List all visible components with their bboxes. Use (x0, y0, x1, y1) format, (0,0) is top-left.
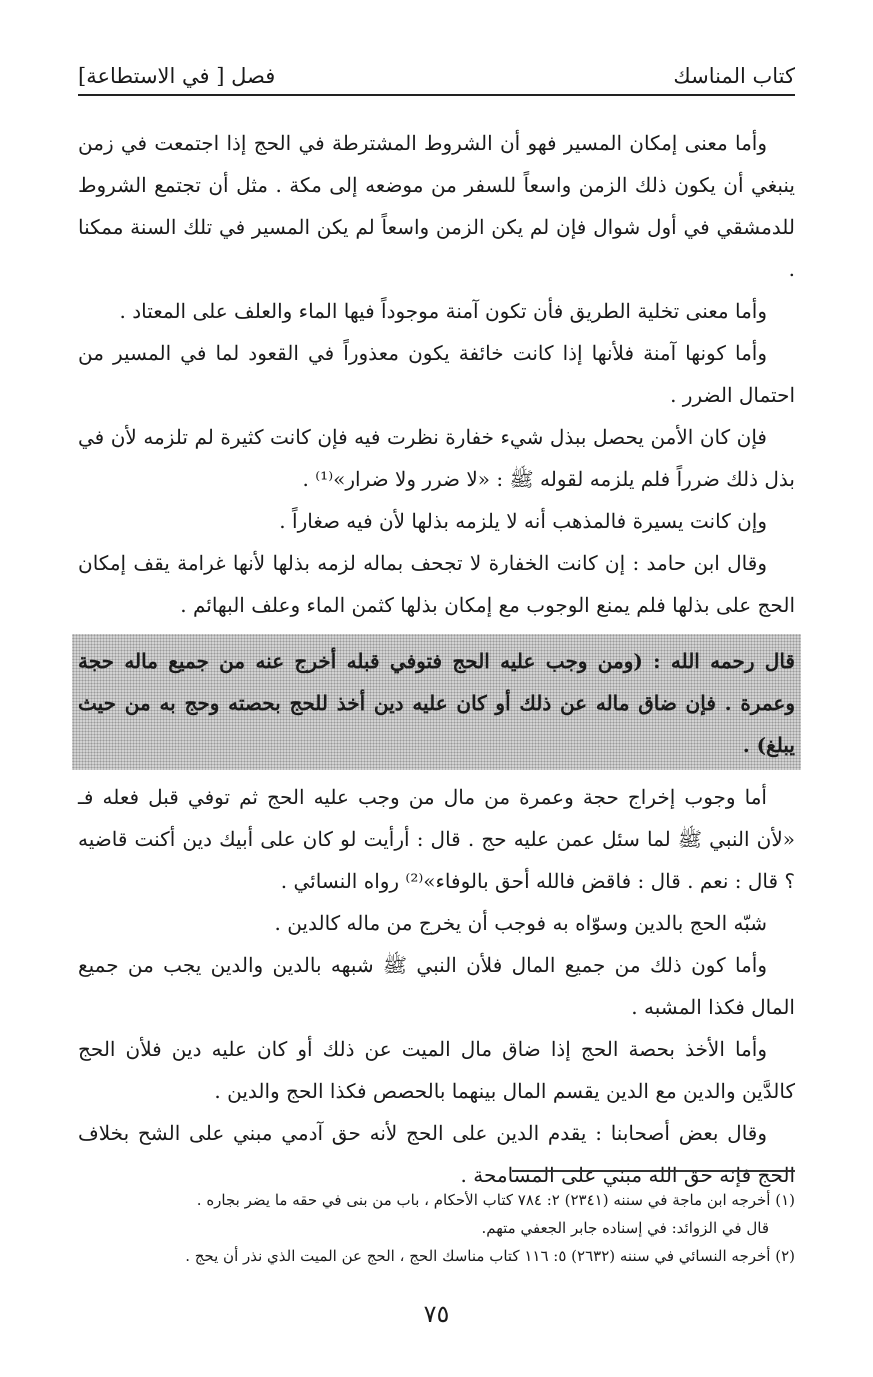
paragraph: وأما معنى إمكان المسير فهو أن الشروط المشترطة في الحج إذا اجتمعت في زمن ينبغي أن يكون ذلك الزمن واسعاً للسفر من موضعه إلى مكة . مثل أن تجتمع الشروط للدمشقي في أول شوال فإن لم يكن الزمن واسعاً لم يكن المسير في تلك السنة ممكنا . (78, 131, 795, 281)
book-title: كتاب المناسك (673, 64, 795, 88)
page-number: ٧٥ (423, 1300, 450, 1328)
paragraph: وقال بعض أصحابنا : يقدم الدين على الحج لأنه حق آدمي مبني على الشح بخلاف الحج فإنه حق الله مبني على المسامحة . (78, 1121, 795, 1187)
section-title: فصل [ في الاستطاعة] (78, 64, 276, 88)
paragraph: وأما معنى تخلية الطريق فأن تكون آمنة موجوداً فيها الماء والعلف على المعتاد . (119, 299, 767, 323)
paragraph: فإن كان الأمن يحصل ببذل شيء خفارة نظرت فيه فإن كانت كثيرة لم تلزمه لأن في بذل ذلك ضرراً فلم يلزمه لقوله ﷺ : «لا ضرر ولا ضرار»⁽¹⁾ . (78, 425, 795, 491)
footnote-separator (512, 1170, 795, 1172)
paragraph: أما وجوب إخراج حجة وعمرة من مال من وجب عليه الحج ثم توفي قبل فعله فـ «لأن النبي ﷺ لما سئل عمن عليه حج . قال : أرأيت لو كان على أبيك دين أكنت قاضيه ؟ قال : نعم . قال : فاقض فالله أحق بالوفاء»⁽²⁾ رواه النسائي . (78, 785, 795, 893)
main-text (78, 122, 795, 1196)
footnote-continuation: قال في الزوائد: في إسناده جابر الجعفي متهم. (481, 1219, 769, 1237)
paragraph: وقال ابن حامد : إن كانت الخفارة لا تجحف بماله لزمه بذلها لأنها غرامة يقف إمكان الحج على بذلها فلم يمنع الوجوب مع إمكان بذلها كثمن الماء وعلف البهائم . (78, 551, 795, 617)
footnote: (٢) أخرجه النسائي في سننه (٢٦٣٢) ٥: ١١٦ كتاب مناسك الحج ، الحج عن الميت الذي نذر أن يحج . (185, 1247, 795, 1265)
running-header (78, 58, 795, 96)
paragraph: وأما الأخذ بحصة الحج إذا ضاق مال الميت عن ذلك أو كان عليه دين فلأن الحج كالدَّين والدين مع الدين يقسم المال بينهما بالحصص فكذا الحج والدين . (78, 1037, 795, 1103)
matn-quote: قال رحمه الله : (ومن وجب عليه الحج فتوفي قبله أخرج عنه من جميع ماله حجة وعمرة . فإن ضاق ماله عن ذلك أو كان عليه دين أخذ للحج بحصته وحج به من حيث يبلغ) . (78, 649, 795, 757)
footnotes (78, 1186, 795, 1270)
paragraph: وأما كون ذلك من جميع المال فلأن النبي ﷺ شبهه بالدين والدين يجب من جميع المال فكذا المشبه . (78, 953, 795, 1019)
footnote: (١) أخرجه ابن ماجة في سننه (٢٣٤١) ٢: ٧٨٤ كتاب الأحكام ، باب من بنى في حقه ما يضر بجاره . (196, 1191, 795, 1209)
paragraph: شبّه الحج بالدين وسوّاه به فوجب أن يخرج من ماله كالدين . (274, 911, 767, 935)
paragraph: وأما كونها آمنة فلأنها إذا كانت خائفة يكون معذوراً في القعود لما في المسير من احتمال الضرر . (78, 341, 795, 407)
paragraph: وإن كانت يسيرة فالمذهب أنه لا يلزمه بذلها لأن فيه صغاراً . (279, 509, 767, 533)
matn-quote-box (72, 634, 801, 770)
